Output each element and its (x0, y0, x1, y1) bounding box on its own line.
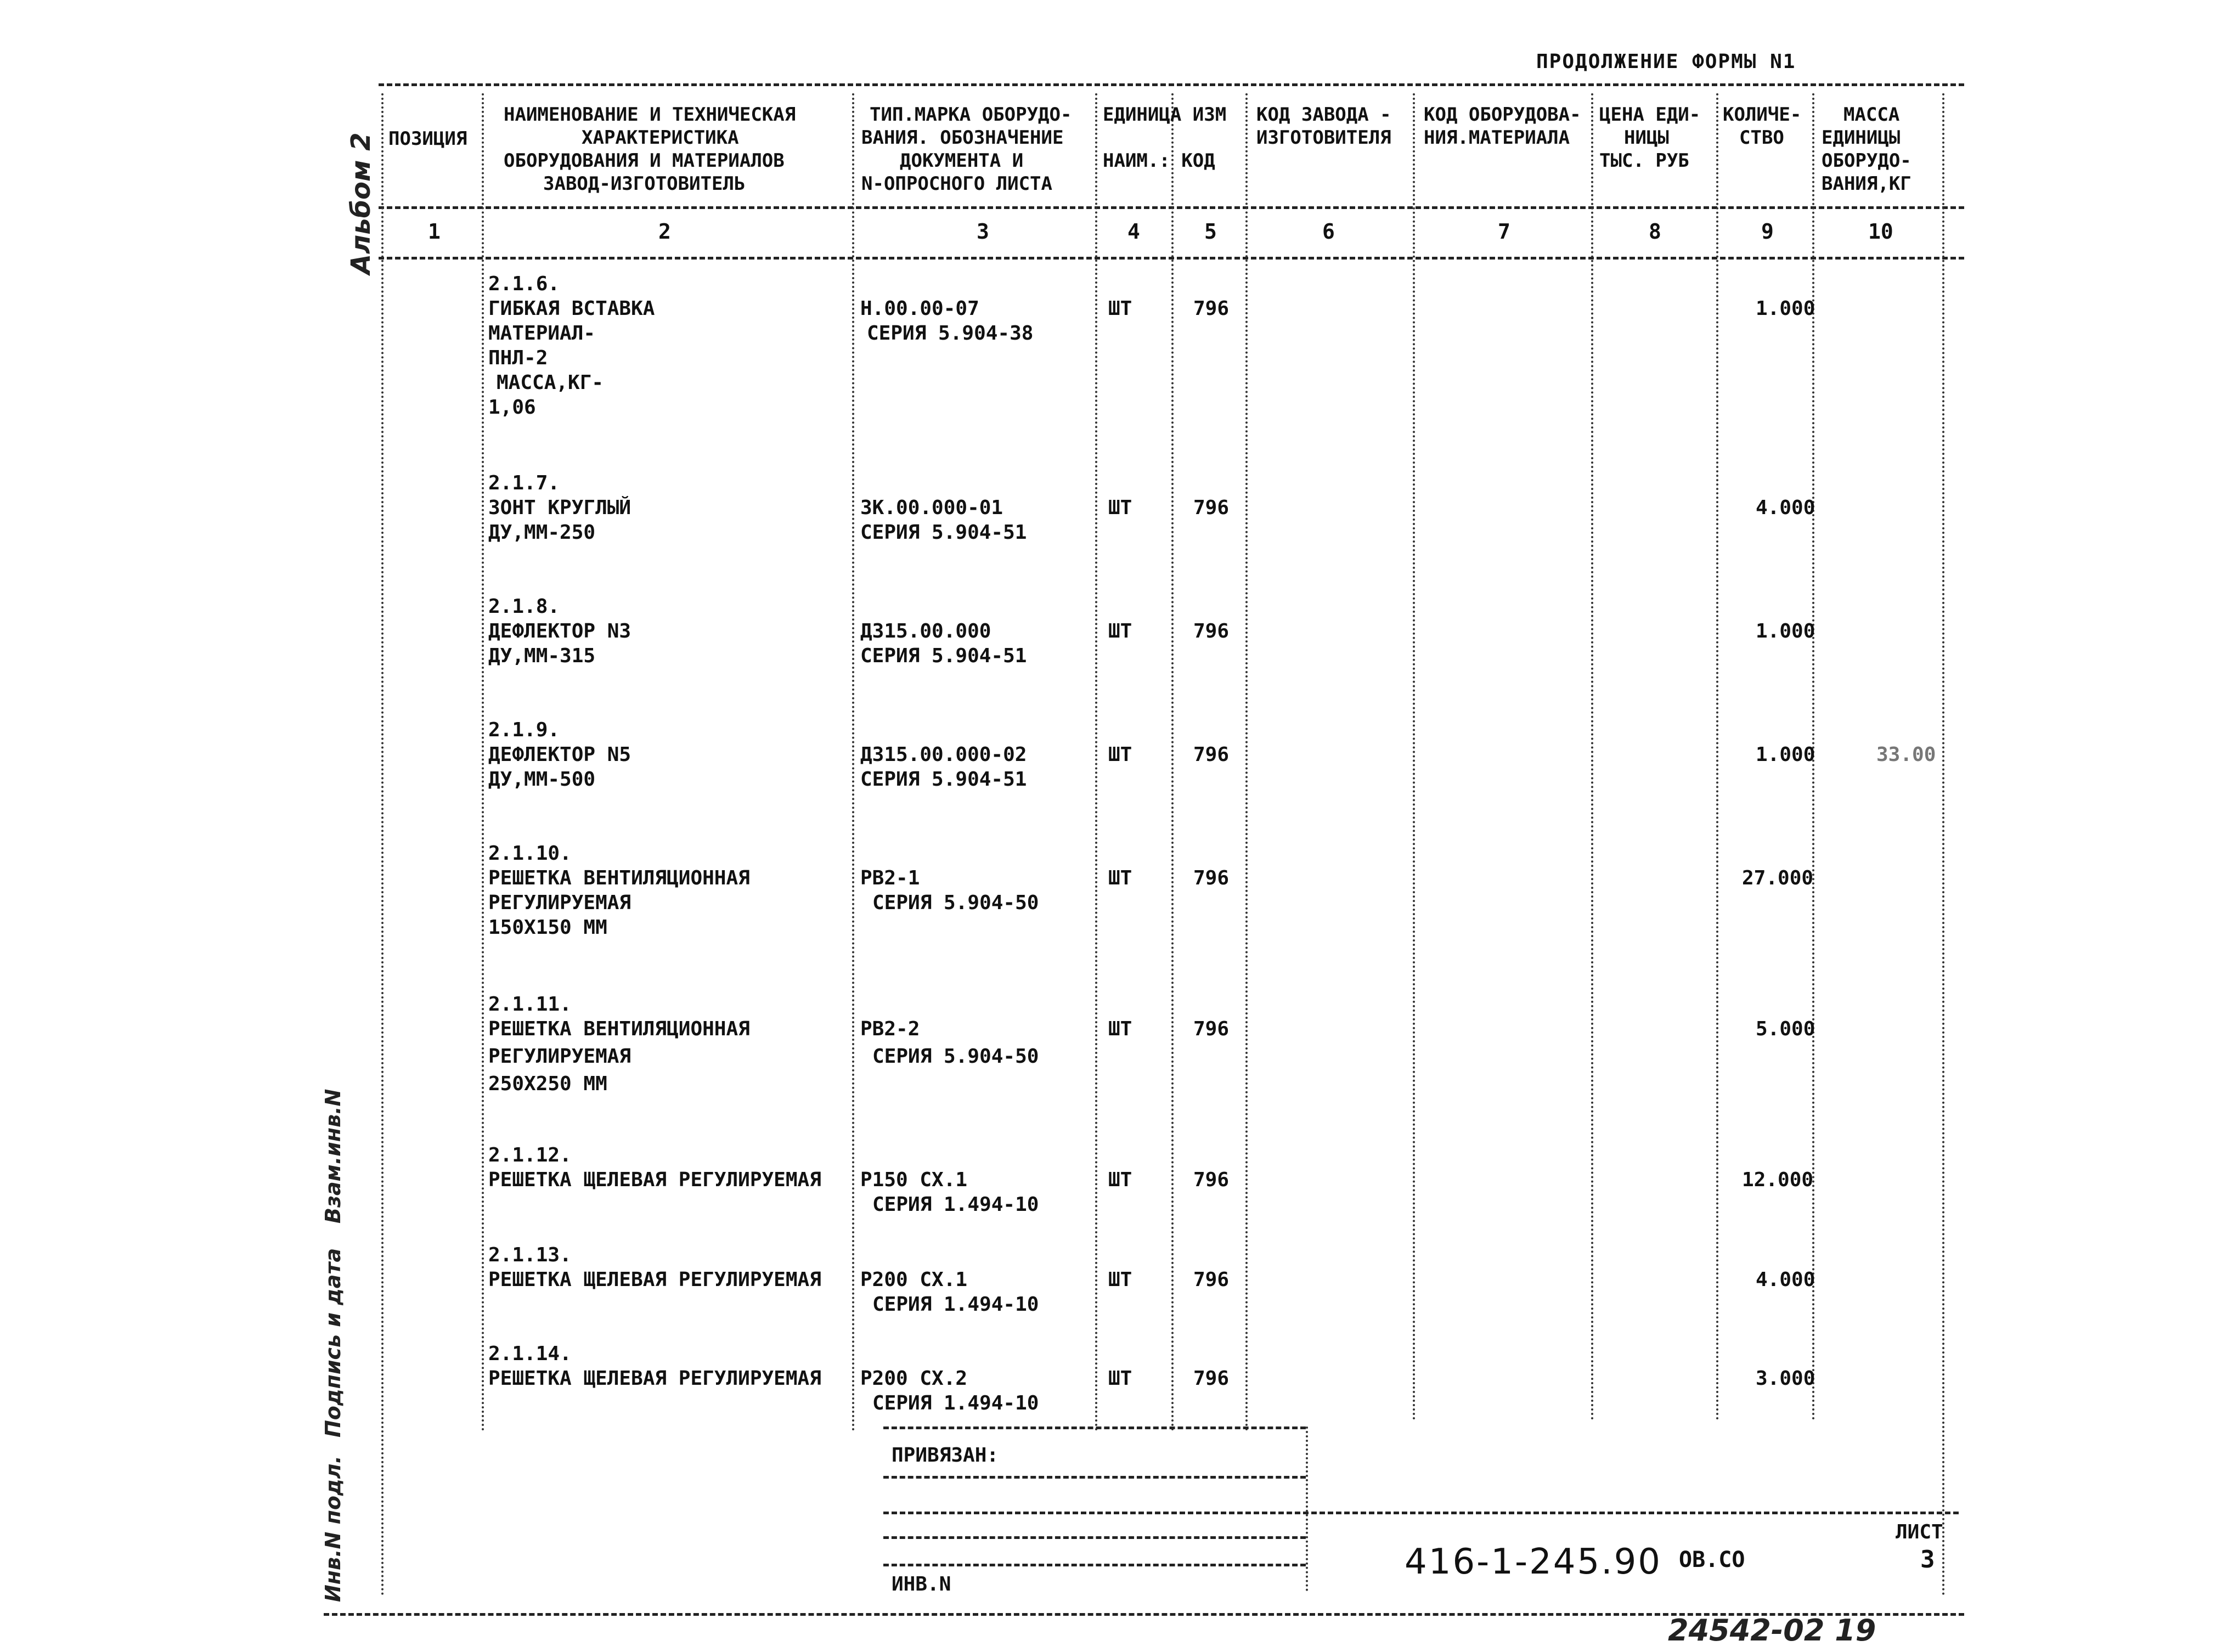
col-number: 10 (1868, 219, 1893, 244)
row-position: 2.1.11. (488, 993, 572, 1016)
row-name-line: 150Х150 ММ (488, 916, 607, 939)
row-position: 2.1.8. (488, 595, 560, 618)
row-quantity: 5.000 (1756, 1018, 1815, 1040)
row-code: 796 (1193, 1367, 1230, 1390)
row-quantity: 1.000 (1756, 743, 1815, 766)
row-name-line: ДУ,ММ-500 (488, 768, 596, 791)
header-equip-2: НИЯ.МАТЕРИАЛА (1424, 127, 1570, 149)
document-suffix: ОВ.СО (1679, 1547, 1745, 1572)
row-type-line: Д315.00.000 (860, 620, 991, 642)
row-name-line: РЕГУЛИРУЕМАЯ (488, 1045, 631, 1068)
row-unit: ШТ (1108, 743, 1132, 766)
col-sep (1413, 93, 1415, 1421)
col-sep (1591, 93, 1593, 1421)
row-code: 796 (1193, 1268, 1230, 1291)
row-code: 796 (1193, 867, 1230, 889)
row-unit: ШТ (1108, 1268, 1132, 1291)
row-code: 796 (1193, 297, 1230, 320)
row-name-line: РЕШЕТКА ВЕНТИЛЯЦИОННАЯ (488, 867, 750, 889)
col-sep (1095, 93, 1097, 1432)
row-type-line: РВ2-1 (860, 867, 920, 889)
row-quantity: 3.000 (1756, 1367, 1815, 1390)
col-sep (1942, 93, 1944, 1597)
header-mass-3: ОБОРУДО- (1822, 150, 1911, 172)
footer-number: 24542-02 19 (1668, 1613, 1876, 1648)
row-position: 2.1.10. (488, 842, 572, 865)
row-unit: ШТ (1108, 1169, 1132, 1191)
header-price-3: ТЫС. РУБ (1599, 150, 1689, 172)
header-unit-2: НАИМ.: КОД (1103, 150, 1215, 172)
row-code: 796 (1193, 620, 1230, 642)
header-unit-1: ЕДИНИЦА ИЗМ (1103, 104, 1227, 126)
row-unit: ШТ (1108, 867, 1132, 889)
row-name-line: МАССА,КГ- (497, 371, 604, 394)
row-type-line: ЗК.00.000-01 (860, 497, 1003, 519)
row-type-line: Р150 СХ.1 (860, 1169, 968, 1191)
row-type-line: СЕРИЯ 1.494-10 (872, 1193, 1039, 1216)
row-code: 796 (1193, 1169, 1230, 1191)
row-name-line: МАТЕРИАЛ- (488, 322, 596, 345)
row-name-line: ГИБКАЯ ВСТАВКА (488, 297, 655, 320)
stamp-rule (883, 1536, 1306, 1539)
row-position: 2.1.9. (488, 719, 560, 741)
document-code: 416-1-245.90 (1405, 1542, 1662, 1582)
col-sep (482, 93, 484, 1432)
row-type-line: Р200 СХ.1 (860, 1268, 968, 1291)
header-qty-1: КОЛИЧЕ- (1723, 104, 1802, 126)
header-mass-4: ВАНИЯ,КГ (1822, 173, 1911, 195)
album-label: Альбом 2 (346, 132, 376, 274)
header-qty-2: СТВО (1739, 127, 1784, 149)
col-number: 8 (1649, 219, 1661, 244)
row-unit: ШТ (1108, 497, 1132, 519)
col-sep (1171, 93, 1174, 1432)
row-quantity: 4.000 (1756, 497, 1815, 519)
header-type-2: ВАНИЯ. ОБОЗНАЧЕНИЕ (861, 127, 1064, 149)
sheet-number: 3 (1920, 1546, 1935, 1574)
col-number: 5 (1204, 219, 1217, 244)
header-equip-1: КОД ОБОРУДОВА- (1424, 104, 1581, 126)
col-number: 3 (977, 219, 989, 244)
sheet-label: ЛИСТ (1896, 1521, 1943, 1543)
row-name-line: ЗОНТ КРУГЛЫЙ (488, 497, 631, 519)
row-name-line: РЕГУЛИРУЕМАЯ (488, 892, 631, 914)
header-name-1: НАИМЕНОВАНИЕ И ТЕХНИЧЕСКАЯ (504, 104, 796, 126)
header-mass-2: ЕДИНИЦЫ (1822, 127, 1901, 149)
row-type-line: Р200 СХ.2 (860, 1367, 968, 1390)
stamp-inv: ИНВ.N (892, 1573, 951, 1595)
row-quantity: 1.000 (1756, 620, 1815, 642)
row-code: 796 (1193, 497, 1230, 519)
row-position: 2.1.13. (488, 1244, 572, 1266)
row-type-line: РВ2-2 (860, 1018, 920, 1040)
col-sep (381, 93, 384, 1597)
header-type-4: N-ОПРОСНОГО ЛИСТА (861, 173, 1052, 195)
row-type-line: Н.00.00-07 (860, 297, 979, 320)
row-name-line: РЕШЕТКА ЩЕЛЕВАЯ РЕГУЛИРУЕМАЯ (488, 1169, 821, 1191)
row-name-line: ДУ,ММ-250 (488, 521, 596, 544)
row-type-line: СЕРИЯ 5.904-50 (872, 892, 1039, 914)
stamp-tied: ПРИВЯЗАН: (892, 1444, 999, 1467)
header-name-2: ХАРАКТЕРИСТИКА (582, 127, 739, 149)
header-plant-2: ИЗГОТОВИТЕЛЯ (1256, 127, 1391, 149)
col-number: 4 (1127, 219, 1140, 244)
side-label-inv: Инв.N подл. (321, 1456, 345, 1602)
stamp-rule (883, 1427, 1306, 1429)
row-type-line: СЕРИЯ 5.904-38 (867, 322, 1034, 345)
row-unit: ШТ (1108, 297, 1132, 320)
row-position: 2.1.14. (488, 1343, 572, 1365)
header-type-1: ТИП.МАРКА ОБОРУДО- (870, 104, 1072, 126)
row-type-line: СЕРИЯ 1.494-10 (872, 1293, 1039, 1316)
col-sep (1245, 93, 1248, 1432)
col-number: 2 (658, 219, 671, 244)
row-quantity: 1.000 (1756, 297, 1815, 320)
page-title: ПРОДОЛЖЕНИЕ ФОРМЫ N1 (1536, 50, 1796, 73)
row-name-line: 250Х250 ММ (488, 1073, 607, 1095)
row-name-line: 1,06 (488, 396, 536, 419)
header-type-3: ДОКУМЕНТА И (900, 150, 1024, 172)
header-price-1: ЦЕНА ЕДИ- (1599, 104, 1701, 126)
stamp-rule (883, 1564, 1306, 1566)
row-type-line: СЕРИЯ 1.494-10 (872, 1392, 1039, 1414)
stamp-sep (1306, 1427, 1308, 1591)
col-sep (1716, 93, 1718, 1421)
row-type-line: СЕРИЯ 5.904-50 (872, 1045, 1039, 1068)
row-type-line: СЕРИЯ 5.904-51 (860, 645, 1027, 667)
header-plant-1: КОД ЗАВОДА - (1256, 104, 1391, 126)
row-name-line: РЕШЕТКА ЩЕЛЕВАЯ РЕГУЛИРУЕМАЯ (488, 1367, 821, 1390)
row-type-line: СЕРИЯ 5.904-51 (860, 768, 1027, 791)
table-top-rule (379, 83, 1964, 86)
row-type-line: СЕРИЯ 5.904-51 (860, 521, 1027, 544)
side-label-signature: Подпись и дата (321, 1248, 345, 1437)
row-unit: ШТ (1108, 620, 1132, 642)
header-name-3: ОБОРУДОВАНИЯ И МАТЕРИАЛОВ (504, 150, 785, 172)
col-number: 1 (428, 219, 441, 244)
stamp-rule (883, 1476, 1306, 1479)
stamp-rule (883, 1512, 1959, 1514)
row-quantity: 27.000 (1742, 867, 1814, 889)
col-number: 6 (1322, 219, 1335, 244)
col-sep (852, 93, 854, 1432)
row-name-line: ПНЛ-2 (488, 347, 548, 369)
row-mass: 33.00 (1876, 743, 1936, 766)
header-mass-1: МАССА (1843, 104, 1900, 126)
row-name-line: РЕШЕТКА ВЕНТИЛЯЦИОННАЯ (488, 1018, 750, 1040)
row-name-line: ДЕФЛЕКТОР N3 (488, 620, 631, 642)
row-position: 2.1.12. (488, 1144, 572, 1166)
row-code: 796 (1193, 1018, 1230, 1040)
row-unit: ШТ (1108, 1367, 1132, 1390)
col-number: 9 (1761, 219, 1774, 244)
col-number: 7 (1498, 219, 1510, 244)
row-quantity: 4.000 (1756, 1268, 1815, 1291)
header-name-4: ЗАВОД-ИЗГОТОВИТЕЛЬ (543, 173, 746, 195)
row-name-line: ДУ,ММ-315 (488, 645, 596, 667)
row-position: 2.1.7. (488, 472, 560, 494)
side-label-replace: Взам.инв.N (321, 1089, 345, 1224)
row-quantity: 12.000 (1742, 1169, 1814, 1191)
row-unit: ШТ (1108, 1018, 1132, 1040)
row-type-line: Д315.00.000-02 (860, 743, 1027, 766)
row-code: 796 (1193, 743, 1230, 766)
row-name-line: ДЕФЛЕКТОР N5 (488, 743, 631, 766)
header-position: ПОЗИЦИЯ (388, 128, 467, 150)
header-price-2: НИЦЫ (1624, 127, 1669, 149)
row-name-line: РЕШЕТКА ЩЕЛЕВАЯ РЕГУЛИРУЕМАЯ (488, 1268, 821, 1291)
row-position: 2.1.6. (488, 273, 560, 295)
